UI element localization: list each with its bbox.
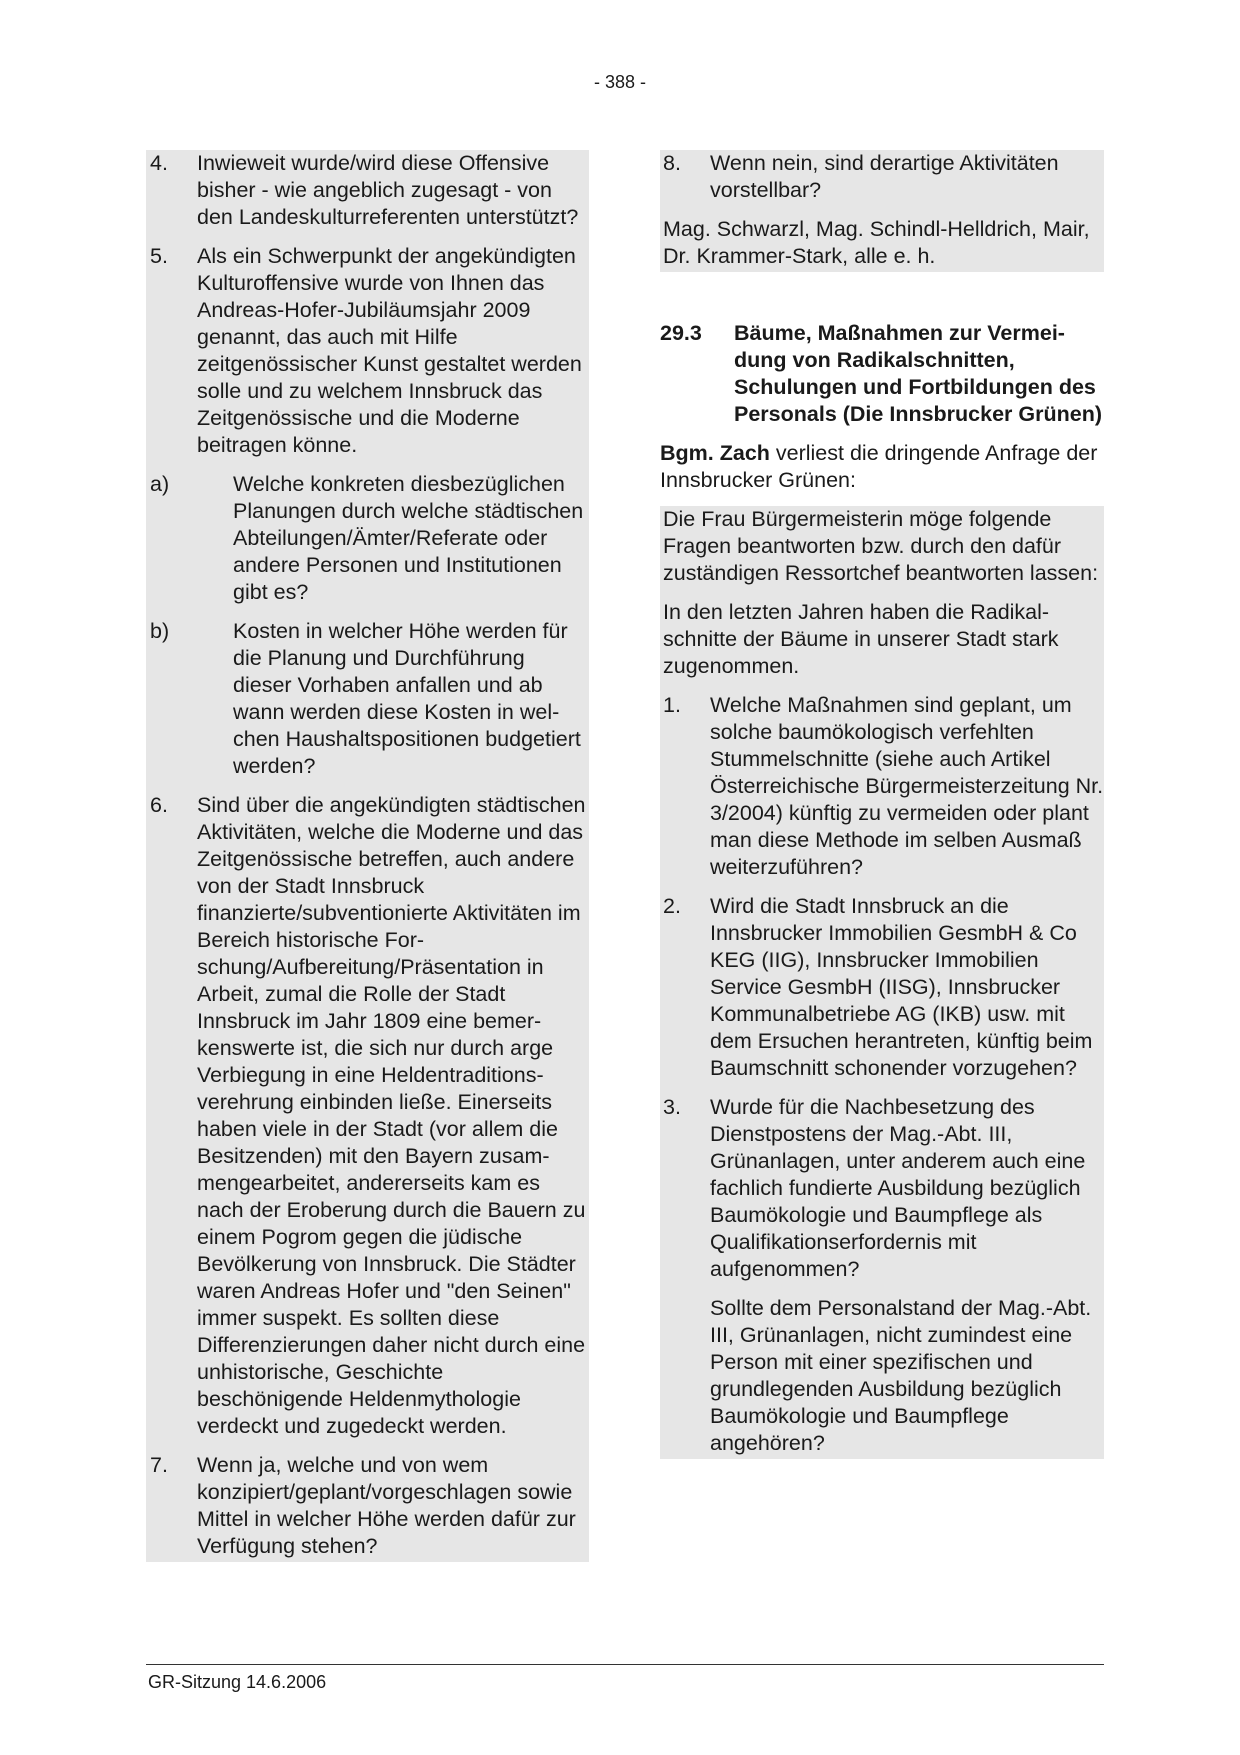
- item-text: Wenn nein, sind derartige Aktivitäten vorstellbar?: [710, 151, 1059, 202]
- request-paragraph: Die Frau Bürgermeisterin möge folgende Fragen beantworten bzw. durch den dafür zuständigen Ressortchef beantworten lassen:: [663, 507, 1099, 585]
- page-number: - 388 -: [593, 72, 647, 92]
- item-number: 3.: [663, 1095, 681, 1119]
- right-shaded-block-top: [660, 150, 1104, 272]
- question-6: [150, 792, 589, 1440]
- section-heading: [660, 320, 1104, 428]
- question-4: [150, 150, 589, 231]
- item-text: Welche konkreten diesbezüglichen Planungen durch welche städtischen Abteilungen/Ämter/Referate oder andere Personen und Institutionen gibt es?: [233, 472, 584, 604]
- item-number: 8.: [663, 151, 681, 175]
- item-number: 6.: [150, 793, 168, 817]
- item-number: a): [150, 472, 170, 496]
- footer-divider: [146, 1664, 1104, 1665]
- item-number: 7.: [150, 1453, 168, 1477]
- intro-text: verliest die dringende Anfrage der Innsbrucker Grünen:: [660, 441, 1098, 492]
- left-column: [146, 150, 589, 1562]
- signatories: Mag. Schwarzl, Mag. Schindl-Helldrich, Mair, Dr. Krammer-Stark, alle e. h.: [663, 217, 1090, 268]
- question-8: [663, 150, 1104, 204]
- followup-question: Sollte dem Personalstand der Mag.-Abt. III, Grünanlagen, nicht zumindest eine Person mit einer spezifischen und grundlegenden Ausbildung bezüglich Baumökologie und Baumpflege angehören?: [710, 1296, 1092, 1455]
- item-text: Welche Maßnahmen sind geplant, um solche baumökologisch verfehlten Stummelschnitte (siehe auch Artikel Österreichische Bürgermeisterzeitung Nr. 3/2004) künftig zu vermeiden oder plant man diese Methode im selben Ausmaß weiterzuführen?: [710, 693, 1104, 879]
- item-number: 4.: [150, 151, 168, 175]
- question-7: [150, 1452, 589, 1560]
- left-shaded-block: [146, 150, 589, 1562]
- item-text: Inwieweit wurde/wird diese Offensive bisher - wie angeblich zugesagt - von den Landeskulturreferenten unterstützt?: [197, 151, 579, 229]
- item-number: 5.: [150, 244, 168, 268]
- section-title: Bäume, Maßnahmen zur Vermeidung von Radikalschnitten, Schulungen und Fortbildungen des Personals (Die Innsbrucker Grünen): [734, 321, 1102, 426]
- context-paragraph: In den letzten Jahren haben die Radikalschnitte der Bäume in unserer Stadt stark zugenommen.: [663, 600, 1059, 678]
- item-text: Wird die Stadt Innsbruck an die Innsbrucker Immobilien GesmbH & Co KEG (IIG), Innsbrucker Immobilien Service GesmbH (IISG), Innsbrucker Kommunalbetriebe AG (IKB) usw. mit dem Ersuchen herantreten, künftig beim Baumschnitt schonender vorzugehen?: [710, 894, 1093, 1080]
- item-text: Kosten in welcher Höhe werden für die Planung und Durchführung dieser Vorhaben anfallen und ab wann werden diese Kosten in welchen Haushaltspositionen budgetiert werden?: [233, 619, 581, 778]
- intro-paragraph: [660, 440, 1104, 494]
- right-shaded-block-bottom: [660, 506, 1104, 1459]
- footer: GR-Sitzung 14.6.2006: [148, 1672, 327, 1692]
- item-number: 2.: [663, 894, 681, 918]
- item-text: Sind über die angekündigten städtischen Aktivitäten, welche die Moderne und das Zeitgenössische betreffen, auch andere von der Stadt Innsbruck finanzierte/subventionierte Aktivitäten im Bereich historische Forschung/Aufbereitung/Präsentation in Arbeit, zumal die Rolle der Stadt Innsbruck im Jahr 1809 eine bemerkenswerte ist, die sich nur durch arge Verbiegung in eine Heldentraditionsverehrung einbinden ließe. Einerseits haben viele in der Stadt (vor allem die Besitzenden) mit den Bayern zusammengearbeitet, andererseits kam es nach der Eroberung durch die Bauern zu einem Pogrom gegen die jüdische Bevölkerung von Innsbruck. Die Städter waren Andreas Hofer und "den Seinen" immer suspekt. Es sollten diese Differenzierungen daher nicht durch eine unhistorische, Geschichte beschönigende Heldenmythologie verdeckt und zugedeckt werden.: [197, 793, 586, 1438]
- right-column: [660, 150, 1104, 1459]
- question-2: [663, 893, 1104, 1082]
- section-number: 29.3: [660, 321, 702, 345]
- question-5: [150, 243, 589, 459]
- item-text: Wurde für die Nachbesetzung des Dienstpostens der Mag.-Abt. III, Grünanlagen, unter anderem auch eine fachlich fundierte Ausbildung bezüglich Baumökologie und Baumpflege als Qualifikationserfordernis mit aufgenommen?: [710, 1095, 1086, 1281]
- item-number: b): [150, 619, 170, 643]
- question-3: [663, 1094, 1104, 1283]
- speaker-name: Bgm. Zach: [660, 441, 770, 465]
- subquestion-b: [150, 618, 589, 780]
- subquestion-a: [150, 471, 589, 606]
- item-text: Wenn ja, welche und von wem konzipiert/geplant/vorgeschlagen sowie Mittel in welcher Höhe werden dafür zur Verfügung stehen?: [197, 1453, 576, 1558]
- item-text: Als ein Schwerpunkt der angekündigten Kulturoffensive wurde von Ihnen das Andreas-Hofer-Jubiläumsjahr 2009 genannt, das auch mit Hilfe zeitgenössischer Kunst gestaltet werden solle und zu welchem Innsbruck das Zeitgenössische und die Moderne beitragen könne.: [197, 244, 582, 457]
- item-number: 1.: [663, 693, 681, 717]
- question-1: [663, 692, 1104, 881]
